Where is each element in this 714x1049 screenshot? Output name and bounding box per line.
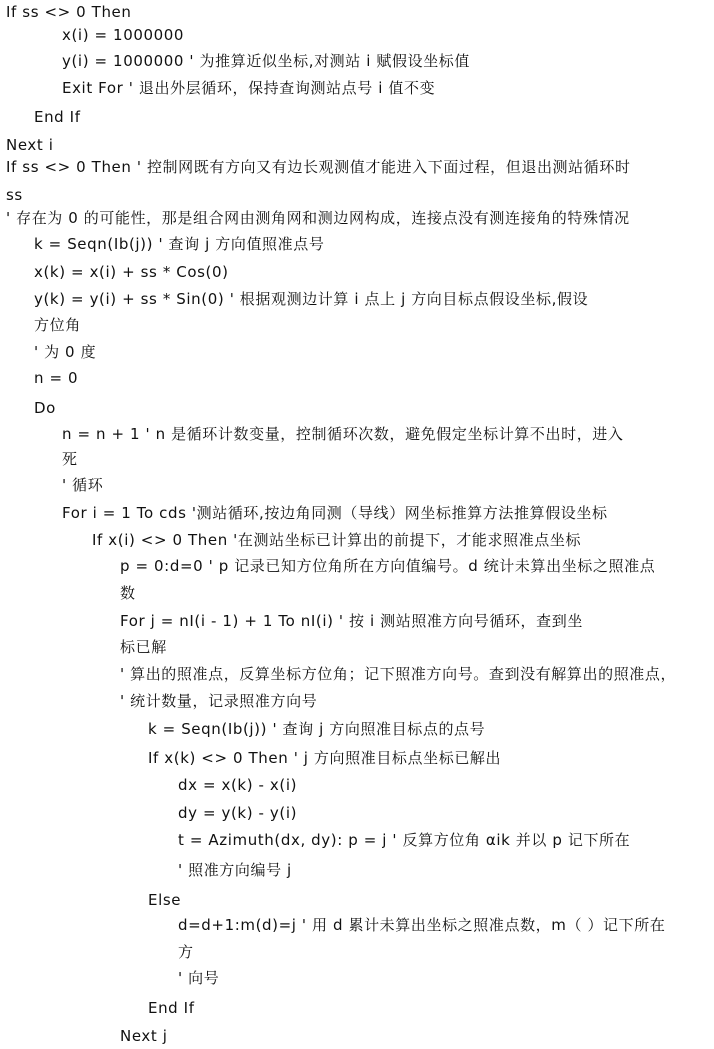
code-line: ' 向号 [178,969,220,987]
code-line: k = Seqn(Ib(j)) ' 查询 j 方向照准目标点的点号 [148,720,486,738]
code-line: x(k) = x(i) + ss * Cos(0) [34,263,229,281]
code-line: dy = y(k) - y(i) [178,804,298,822]
code-line: ' 为 0 度 [34,343,97,361]
code-line: Exit For ' 退出外层循环，保持查询测站点号 i 值不变 [62,79,436,97]
code-line: If ss <> 0 Then [6,3,132,21]
code-line: For j = nI(i - 1) + 1 To nI(i) ' 按 i 测站照准方向号循环，查到坐 [120,612,583,630]
code-line: 标已解 [120,638,167,656]
code-line: 数 [120,584,136,602]
code-line: d=d+1:m(d)=j ' 用 d 累计未算出坐标之照准点数，m（ ）记下所在 [178,916,666,934]
code-line: Next j [120,1027,168,1045]
code-line: Else [148,891,182,909]
code-line: 死 [62,450,78,468]
code-line: For i = 1 To cds '测站循环,按边角同测（导线）网坐标推算方法推算假设坐标 [62,504,608,522]
code-line: ' 统计数量，记录照准方向号 [120,692,318,710]
code-line: n = 0 [34,369,79,387]
code-line: End If [148,999,195,1017]
code-line: If x(k) <> 0 Then ' j 方向照准目标点坐标已解出 [148,749,502,767]
code-line: y(i) = 1000000 ' 为推算近似坐标,对测站 i 赋假设坐标值 [62,52,470,70]
code-line: t = Azimuth(dx, dy): p = j ' 反算方位角 αik 并以 p 记下所在 [178,831,631,849]
code-line: ' 算出的照准点，反算坐标方位角；记下照准方向号。查到没有解算出的照准点， [120,665,677,683]
code-line: ' 循环 [62,476,104,494]
code-line: 方 [178,943,194,961]
code-line: x(i) = 1000000 [62,26,185,44]
code-line: Do [34,399,56,417]
code-line: ' 存在为 0 的可能性，那是组合网由测角网和测边网构成，连接点没有测连接角的特殊情况 [6,209,630,227]
code-line: If ss <> 0 Then ' 控制网既有方向又有边长观测值才能进入下面过程，但退出测站循环时 [6,158,631,176]
code-line: 方位角 [34,316,81,334]
code-line: p = 0:d=0 ' p 记录已知方位角所在方向值编号。d 统计未算出坐标之照准点 [120,557,656,575]
code-line: y(k) = y(i) + ss * Sin(0) ' 根据观测边计算 i 点上 j 方向目标点假设坐标,假设 [34,290,589,308]
code-line: If x(i) <> 0 Then '在测站坐标已计算出的前提下，才能求照准点坐标 [92,531,582,549]
code-line: ' 照准方向编号 j [178,861,292,879]
code-line: dx = x(k) - x(i) [178,776,298,794]
code-line: k = Seqn(Ib(j)) ' 查询 j 方向值照准点号 [34,235,325,253]
code-line: ss [6,186,23,204]
code-line: n = n + 1 ' n 是循环计数变量，控制循环次数，避免假定坐标计算不出时，进入 [62,425,624,443]
code-line: End If [34,108,81,126]
code-line: Next i [6,136,54,154]
